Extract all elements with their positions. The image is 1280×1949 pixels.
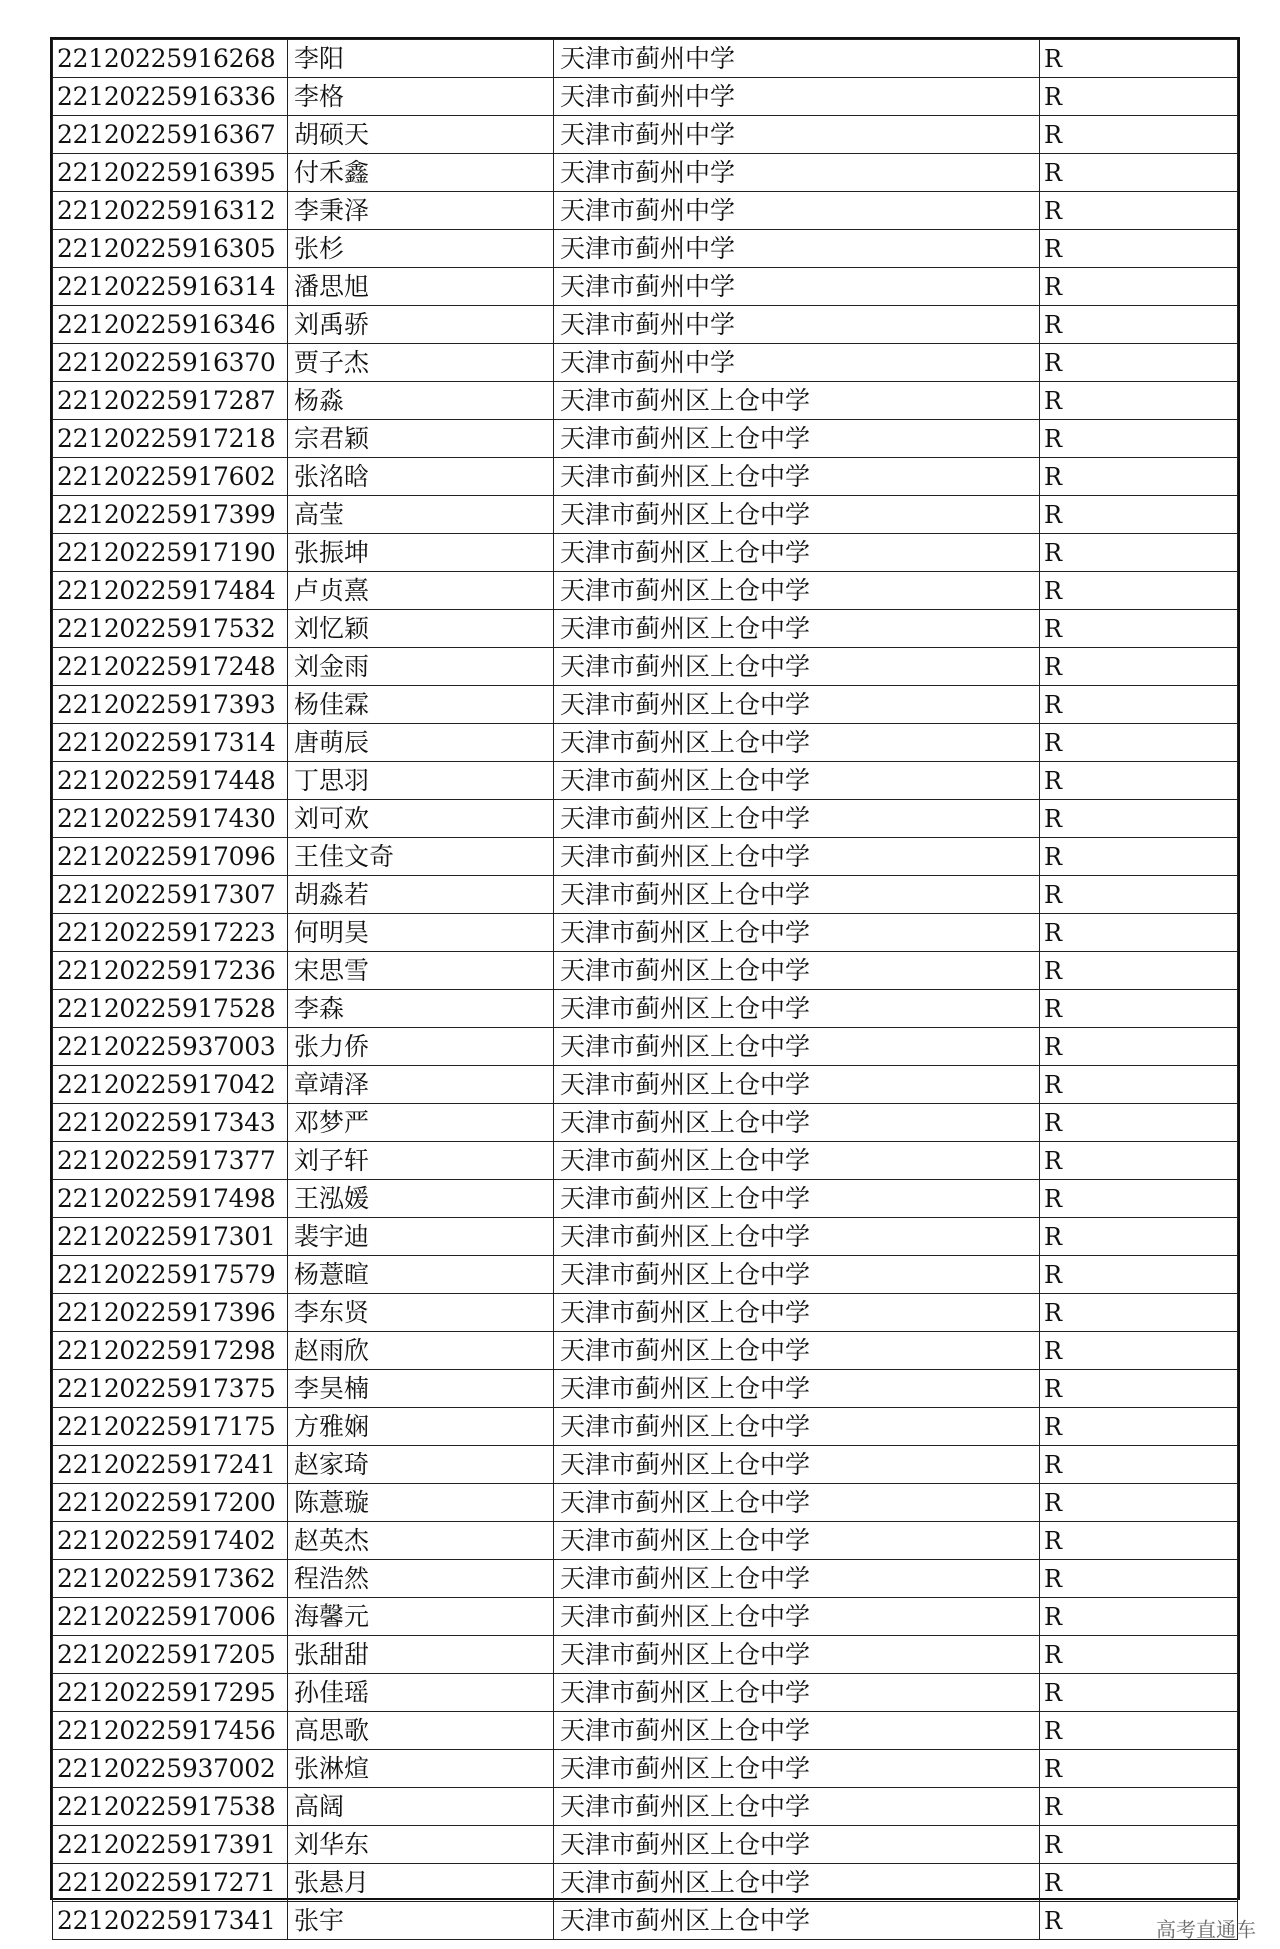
candidate-id-cell: 22120225916395 — [53, 154, 288, 192]
school-name-cell: 天津市蓟州区上仓中学 — [554, 648, 1040, 686]
student-name-cell: 刘华东 — [288, 1826, 554, 1864]
result-mark-cell: R — [1040, 1598, 1238, 1636]
candidate-id-cell: 22120225917248 — [53, 648, 288, 686]
candidate-id-cell: 22120225917375 — [53, 1370, 288, 1408]
candidate-id-cell: 22120225916346 — [53, 306, 288, 344]
candidate-id-cell: 22120225917362 — [53, 1560, 288, 1598]
school-name-cell: 天津市蓟州区上仓中学 — [554, 382, 1040, 420]
student-name-cell: 赵雨欣 — [288, 1332, 554, 1370]
result-mark-cell: R — [1040, 154, 1238, 192]
table-row — [53, 648, 1238, 686]
table-row — [53, 1598, 1238, 1636]
school-name-cell: 天津市蓟州区上仓中学 — [554, 1332, 1040, 1370]
result-mark-cell: R — [1040, 496, 1238, 534]
candidate-id-cell: 22120225917190 — [53, 534, 288, 572]
school-name-cell: 天津市蓟州区上仓中学 — [554, 1256, 1040, 1294]
result-mark-cell: R — [1040, 914, 1238, 952]
candidate-id-cell: 22120225917301 — [53, 1218, 288, 1256]
school-name-cell: 天津市蓟州区上仓中学 — [554, 686, 1040, 724]
table-row — [53, 876, 1238, 914]
candidate-id-cell: 22120225916268 — [53, 40, 288, 78]
student-name-cell: 李森 — [288, 990, 554, 1028]
school-name-cell: 天津市蓟州区上仓中学 — [554, 914, 1040, 952]
result-mark-cell: R — [1040, 1218, 1238, 1256]
result-mark-cell: R — [1040, 192, 1238, 230]
table-row — [53, 1902, 1238, 1940]
table-row — [53, 1142, 1238, 1180]
student-name-cell: 付禾鑫 — [288, 154, 554, 192]
student-name-cell: 刘金雨 — [288, 648, 554, 686]
table-row — [53, 344, 1238, 382]
school-name-cell: 天津市蓟州中学 — [554, 306, 1040, 344]
student-name-cell: 张淋煊 — [288, 1750, 554, 1788]
student-name-cell: 宗君颖 — [288, 420, 554, 458]
student-name-cell: 赵英杰 — [288, 1522, 554, 1560]
student-name-cell: 唐萌辰 — [288, 724, 554, 762]
candidate-id-cell: 22120225917298 — [53, 1332, 288, 1370]
student-name-cell: 李昊楠 — [288, 1370, 554, 1408]
candidate-id-cell: 22120225917402 — [53, 1522, 288, 1560]
table-row — [53, 1028, 1238, 1066]
table-row — [53, 116, 1238, 154]
result-mark-cell: R — [1040, 1104, 1238, 1142]
student-name-cell: 张悬月 — [288, 1864, 554, 1902]
table-row — [53, 40, 1238, 78]
candidate-id-cell: 22120225917456 — [53, 1712, 288, 1750]
candidate-id-cell: 22120225917314 — [53, 724, 288, 762]
table-row — [53, 420, 1238, 458]
candidate-id-cell: 22120225917532 — [53, 610, 288, 648]
student-name-cell: 李阳 — [288, 40, 554, 78]
candidate-id-cell: 22120225917579 — [53, 1256, 288, 1294]
student-name-cell: 赵家琦 — [288, 1446, 554, 1484]
table-row — [53, 800, 1238, 838]
student-name-cell: 李东贤 — [288, 1294, 554, 1332]
student-name-cell: 高思歌 — [288, 1712, 554, 1750]
table-row — [53, 990, 1238, 1028]
school-name-cell: 天津市蓟州中学 — [554, 192, 1040, 230]
school-name-cell: 天津市蓟州区上仓中学 — [554, 1446, 1040, 1484]
student-name-cell: 丁思羽 — [288, 762, 554, 800]
student-name-cell: 张宇 — [288, 1902, 554, 1940]
student-name-cell: 邓梦严 — [288, 1104, 554, 1142]
table-row — [53, 1294, 1238, 1332]
candidate-id-cell: 22120225917218 — [53, 420, 288, 458]
table-row — [53, 1750, 1238, 1788]
school-name-cell: 天津市蓟州区上仓中学 — [554, 1370, 1040, 1408]
candidate-id-cell: 22120225937002 — [53, 1750, 288, 1788]
school-name-cell: 天津市蓟州区上仓中学 — [554, 420, 1040, 458]
candidate-id-cell: 22120225917391 — [53, 1826, 288, 1864]
student-name-cell: 胡硕天 — [288, 116, 554, 154]
table-row — [53, 724, 1238, 762]
table-row — [53, 496, 1238, 534]
candidate-id-cell: 22120225916370 — [53, 344, 288, 382]
student-name-cell: 刘子轩 — [288, 1142, 554, 1180]
result-mark-cell: R — [1040, 648, 1238, 686]
result-mark-cell: R — [1040, 686, 1238, 724]
school-name-cell: 天津市蓟州区上仓中学 — [554, 1826, 1040, 1864]
roster-body — [53, 40, 1238, 1940]
result-mark-cell: R — [1040, 1788, 1238, 1826]
school-name-cell: 天津市蓟州区上仓中学 — [554, 610, 1040, 648]
result-mark-cell: R — [1040, 40, 1238, 78]
table-row — [53, 1826, 1238, 1864]
result-mark-cell: R — [1040, 990, 1238, 1028]
student-name-cell: 贾子杰 — [288, 344, 554, 382]
table-row — [53, 1522, 1238, 1560]
candidate-id-cell: 22120225917396 — [53, 1294, 288, 1332]
school-name-cell: 天津市蓟州区上仓中学 — [554, 952, 1040, 990]
result-mark-cell: R — [1040, 1446, 1238, 1484]
school-name-cell: 天津市蓟州区上仓中学 — [554, 1294, 1040, 1332]
result-mark-cell: R — [1040, 116, 1238, 154]
roster-table — [52, 39, 1238, 1940]
school-name-cell: 天津市蓟州区上仓中学 — [554, 724, 1040, 762]
watermark-text: 高考直通车 — [1156, 1917, 1256, 1942]
candidate-id-cell: 22120225917399 — [53, 496, 288, 534]
result-mark-cell: R — [1040, 952, 1238, 990]
student-name-cell: 张力侨 — [288, 1028, 554, 1066]
candidate-id-cell: 22120225917498 — [53, 1180, 288, 1218]
result-mark-cell: R — [1040, 382, 1238, 420]
candidate-id-cell: 22120225916312 — [53, 192, 288, 230]
school-name-cell: 天津市蓟州中学 — [554, 230, 1040, 268]
school-name-cell: 天津市蓟州区上仓中学 — [554, 1560, 1040, 1598]
table-row — [53, 1484, 1238, 1522]
result-mark-cell: R — [1040, 572, 1238, 610]
student-name-cell: 何明昊 — [288, 914, 554, 952]
result-mark-cell: R — [1040, 1294, 1238, 1332]
result-mark-cell: R — [1040, 420, 1238, 458]
school-name-cell: 天津市蓟州区上仓中学 — [554, 762, 1040, 800]
student-name-cell: 宋思雪 — [288, 952, 554, 990]
result-mark-cell: R — [1040, 1636, 1238, 1674]
school-name-cell: 天津市蓟州区上仓中学 — [554, 1636, 1040, 1674]
student-name-cell: 王佳文奇 — [288, 838, 554, 876]
result-mark-cell: R — [1040, 1560, 1238, 1598]
school-name-cell: 天津市蓟州区上仓中学 — [554, 800, 1040, 838]
candidate-id-cell: 22120225917377 — [53, 1142, 288, 1180]
school-name-cell: 天津市蓟州区上仓中学 — [554, 876, 1040, 914]
candidate-id-cell: 22120225917393 — [53, 686, 288, 724]
school-name-cell: 天津市蓟州中学 — [554, 154, 1040, 192]
result-mark-cell: R — [1040, 1864, 1238, 1902]
school-name-cell: 天津市蓟州中学 — [554, 268, 1040, 306]
candidate-id-cell: 22120225917287 — [53, 382, 288, 420]
school-name-cell: 天津市蓟州区上仓中学 — [554, 1788, 1040, 1826]
student-name-cell: 张甜甜 — [288, 1636, 554, 1674]
school-name-cell: 天津市蓟州中学 — [554, 344, 1040, 382]
school-name-cell: 天津市蓟州中学 — [554, 116, 1040, 154]
school-name-cell: 天津市蓟州区上仓中学 — [554, 1712, 1040, 1750]
candidate-id-cell: 22120225917205 — [53, 1636, 288, 1674]
student-name-cell: 张洺晗 — [288, 458, 554, 496]
candidate-id-cell: 22120225917175 — [53, 1408, 288, 1446]
table-row — [53, 1446, 1238, 1484]
result-mark-cell: R — [1040, 1332, 1238, 1370]
student-name-cell: 张杉 — [288, 230, 554, 268]
table-row — [53, 534, 1238, 572]
school-name-cell: 天津市蓟州区上仓中学 — [554, 838, 1040, 876]
candidate-id-cell: 22120225917307 — [53, 876, 288, 914]
result-mark-cell: R — [1040, 724, 1238, 762]
table-row — [53, 1104, 1238, 1142]
candidate-id-cell: 22120225937003 — [53, 1028, 288, 1066]
candidate-id-cell: 22120225917271 — [53, 1864, 288, 1902]
student-name-cell: 张振坤 — [288, 534, 554, 572]
school-name-cell: 天津市蓟州区上仓中学 — [554, 1522, 1040, 1560]
table-row — [53, 1256, 1238, 1294]
table-row — [53, 914, 1238, 952]
school-name-cell: 天津市蓟州区上仓中学 — [554, 990, 1040, 1028]
candidate-id-cell: 22120225917341 — [53, 1902, 288, 1940]
student-name-cell: 杨佳霖 — [288, 686, 554, 724]
result-mark-cell: R — [1040, 1256, 1238, 1294]
candidate-id-cell: 22120225917538 — [53, 1788, 288, 1826]
school-name-cell: 天津市蓟州区上仓中学 — [554, 1218, 1040, 1256]
table-row — [53, 1218, 1238, 1256]
candidate-id-cell: 22120225917241 — [53, 1446, 288, 1484]
table-row — [53, 78, 1238, 116]
candidate-id-cell: 22120225916314 — [53, 268, 288, 306]
school-name-cell: 天津市蓟州区上仓中学 — [554, 1408, 1040, 1446]
candidate-id-cell: 22120225917448 — [53, 762, 288, 800]
candidate-id-cell: 22120225917223 — [53, 914, 288, 952]
student-name-cell: 高莹 — [288, 496, 554, 534]
school-name-cell: 天津市蓟州区上仓中学 — [554, 534, 1040, 572]
candidate-id-cell: 22120225917430 — [53, 800, 288, 838]
student-name-cell: 章靖泽 — [288, 1066, 554, 1104]
student-name-cell: 刘禹骄 — [288, 306, 554, 344]
result-mark-cell: R — [1040, 1066, 1238, 1104]
candidate-id-cell: 22120225916336 — [53, 78, 288, 116]
school-name-cell: 天津市蓟州区上仓中学 — [554, 1864, 1040, 1902]
candidate-id-cell: 22120225917006 — [53, 1598, 288, 1636]
student-name-cell: 胡淼若 — [288, 876, 554, 914]
table-row — [53, 1370, 1238, 1408]
school-name-cell: 天津市蓟州中学 — [554, 78, 1040, 116]
school-name-cell: 天津市蓟州区上仓中学 — [554, 1028, 1040, 1066]
result-mark-cell: R — [1040, 1028, 1238, 1066]
result-mark-cell: R — [1040, 1408, 1238, 1446]
school-name-cell: 天津市蓟州区上仓中学 — [554, 1484, 1040, 1522]
student-name-cell: 李格 — [288, 78, 554, 116]
school-name-cell: 天津市蓟州区上仓中学 — [554, 1902, 1040, 1940]
table-row — [53, 762, 1238, 800]
result-mark-cell: R — [1040, 1180, 1238, 1218]
school-name-cell: 天津市蓟州区上仓中学 — [554, 1104, 1040, 1142]
candidate-id-cell: 22120225917236 — [53, 952, 288, 990]
candidate-id-cell: 22120225917343 — [53, 1104, 288, 1142]
school-name-cell: 天津市蓟州区上仓中学 — [554, 1674, 1040, 1712]
school-name-cell: 天津市蓟州区上仓中学 — [554, 1066, 1040, 1104]
school-name-cell: 天津市蓟州区上仓中学 — [554, 1598, 1040, 1636]
student-name-cell: 刘忆颖 — [288, 610, 554, 648]
student-name-cell: 卢贞熹 — [288, 572, 554, 610]
result-mark-cell: R — [1040, 762, 1238, 800]
student-name-cell: 海馨元 — [288, 1598, 554, 1636]
school-name-cell: 天津市蓟州区上仓中学 — [554, 572, 1040, 610]
candidate-id-cell: 22120225917484 — [53, 572, 288, 610]
result-mark-cell: R — [1040, 1674, 1238, 1712]
result-mark-cell: R — [1040, 1522, 1238, 1560]
result-mark-cell: R — [1040, 800, 1238, 838]
table-row — [53, 1560, 1238, 1598]
candidate-id-cell: 22120225917042 — [53, 1066, 288, 1104]
candidate-id-cell: 22120225917528 — [53, 990, 288, 1028]
result-mark-cell: R — [1040, 306, 1238, 344]
student-name-cell: 王泓媛 — [288, 1180, 554, 1218]
result-mark-cell: R — [1040, 1902, 1238, 1940]
student-name-cell: 李秉泽 — [288, 192, 554, 230]
table-row — [53, 686, 1238, 724]
table-row — [53, 1864, 1238, 1902]
result-mark-cell: R — [1040, 1826, 1238, 1864]
table-row — [53, 1180, 1238, 1218]
student-name-cell: 潘思旭 — [288, 268, 554, 306]
school-name-cell: 天津市蓟州中学 — [554, 40, 1040, 78]
result-mark-cell: R — [1040, 534, 1238, 572]
result-mark-cell: R — [1040, 230, 1238, 268]
table-row — [53, 610, 1238, 648]
student-name-cell: 孙佳瑶 — [288, 1674, 554, 1712]
school-name-cell: 天津市蓟州区上仓中学 — [554, 1142, 1040, 1180]
table-row — [53, 154, 1238, 192]
result-mark-cell: R — [1040, 1142, 1238, 1180]
table-row — [53, 268, 1238, 306]
student-name-cell: 杨薏暄 — [288, 1256, 554, 1294]
table-row — [53, 1066, 1238, 1104]
table-row — [53, 1674, 1238, 1712]
result-mark-cell: R — [1040, 78, 1238, 116]
student-name-cell: 刘可欢 — [288, 800, 554, 838]
candidate-id-cell: 22120225916367 — [53, 116, 288, 154]
table-row — [53, 306, 1238, 344]
student-name-cell: 高阔 — [288, 1788, 554, 1826]
result-mark-cell: R — [1040, 1370, 1238, 1408]
result-mark-cell: R — [1040, 1712, 1238, 1750]
table-row — [53, 952, 1238, 990]
result-mark-cell: R — [1040, 610, 1238, 648]
student-name-cell: 杨淼 — [288, 382, 554, 420]
school-name-cell: 天津市蓟州区上仓中学 — [554, 1750, 1040, 1788]
table-row — [53, 458, 1238, 496]
result-mark-cell: R — [1040, 1484, 1238, 1522]
table-row — [53, 382, 1238, 420]
table-row — [53, 230, 1238, 268]
table-row — [53, 1408, 1238, 1446]
school-name-cell: 天津市蓟州区上仓中学 — [554, 496, 1040, 534]
school-name-cell: 天津市蓟州区上仓中学 — [554, 1180, 1040, 1218]
table-row — [53, 1332, 1238, 1370]
table-row — [53, 572, 1238, 610]
table-row — [53, 1788, 1238, 1826]
student-name-cell: 裴宇迪 — [288, 1218, 554, 1256]
table-row — [53, 1712, 1238, 1750]
candidate-id-cell: 22120225917295 — [53, 1674, 288, 1712]
candidate-id-cell: 22120225917200 — [53, 1484, 288, 1522]
candidate-id-cell: 22120225916305 — [53, 230, 288, 268]
table-row — [53, 1636, 1238, 1674]
result-mark-cell: R — [1040, 876, 1238, 914]
result-mark-cell: R — [1040, 1750, 1238, 1788]
table-row — [53, 838, 1238, 876]
result-mark-cell: R — [1040, 268, 1238, 306]
candidate-id-cell: 22120225917096 — [53, 838, 288, 876]
result-mark-cell: R — [1040, 458, 1238, 496]
result-mark-cell: R — [1040, 838, 1238, 876]
student-name-cell: 程浩然 — [288, 1560, 554, 1598]
candidate-id-cell: 22120225917602 — [53, 458, 288, 496]
result-mark-cell: R — [1040, 344, 1238, 382]
student-name-cell: 陈薏璇 — [288, 1484, 554, 1522]
table-row — [53, 192, 1238, 230]
school-name-cell: 天津市蓟州区上仓中学 — [554, 458, 1040, 496]
student-name-cell: 方雅娴 — [288, 1408, 554, 1446]
